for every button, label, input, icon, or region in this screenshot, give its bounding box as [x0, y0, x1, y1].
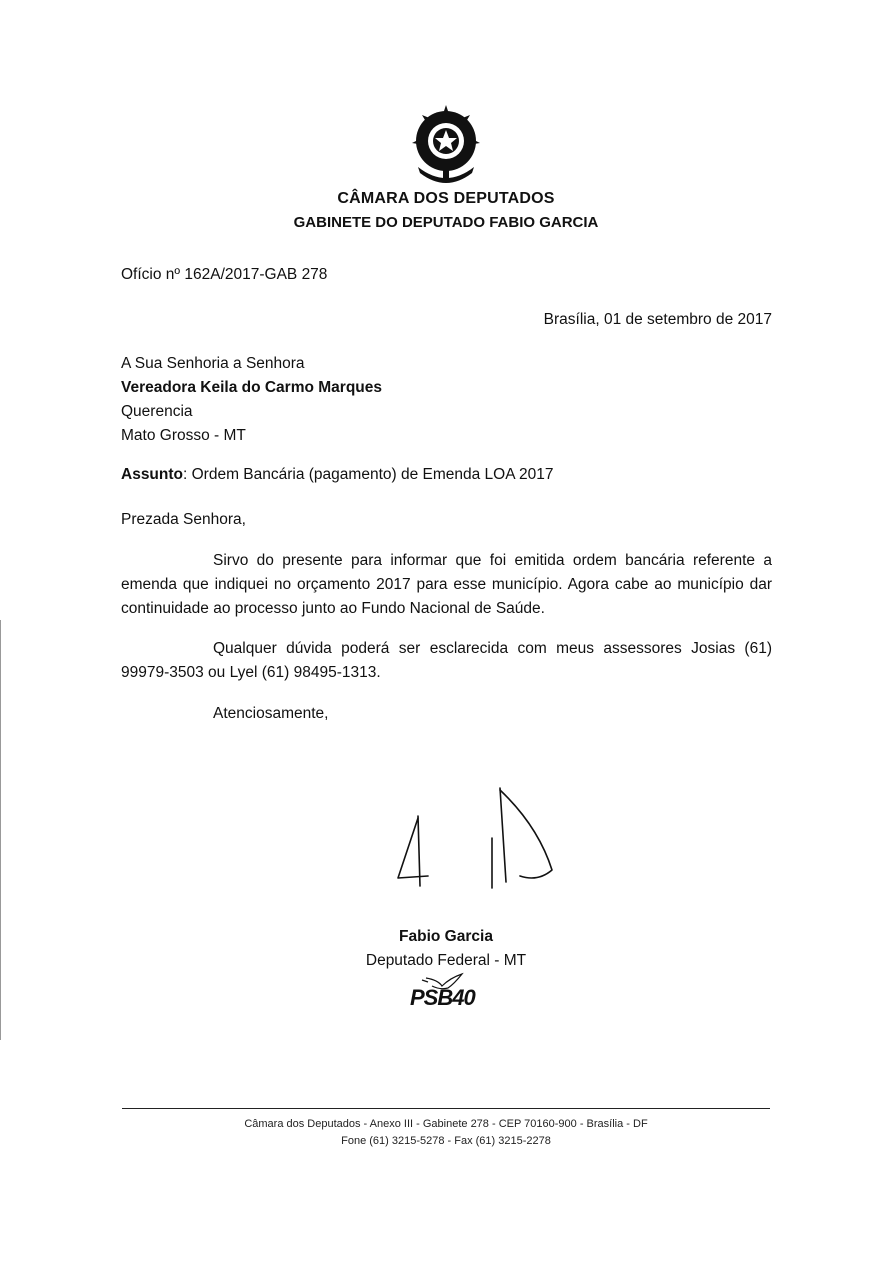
recipient-salutation: A Sua Senhoria a Senhora	[121, 355, 305, 372]
subject-text: : Ordem Bancária (pagamento) de Emenda LOA 2017	[183, 466, 554, 483]
date-line: Brasília, 01 de setembro de 2017	[543, 311, 772, 328]
scan-edge-line	[0, 620, 1, 1040]
signatory-title: Deputado Federal - MT	[365, 952, 527, 969]
office-heading: GABINETE DO DEPUTADO FABIO GARCIA	[293, 214, 599, 231]
party-logo: PSB40	[410, 985, 475, 1010]
body-paragraph-1: Sirvo do presente para informar que foi emitida ordem bancária referente a emenda que indiquei no orçamento 2017 para esse município. Agora cabe ao município dar continuidade ao processo junto ao Fundo Nacional de Saúde.	[121, 552, 772, 617]
signatory-name: Fabio Garcia	[399, 928, 493, 945]
recipient-name: Vereadora Keila do Carmo Marques	[121, 379, 383, 396]
footer-phone: Fone (61) 3215-5278 - Fax (61) 3215-2278	[341, 1135, 551, 1147]
closing: Atenciosamente,	[213, 705, 329, 722]
footer-divider	[122, 1108, 770, 1109]
institution-heading: CÂMARA DOS DEPUTADOS	[337, 190, 555, 207]
reference-number: Ofício nº 162A/2017-GAB 278	[121, 266, 328, 283]
body-paragraph-2: Qualquer dúvida poderá ser esclarecida com meus assessores Josias (61) 99979-3503 ou Lyel (61) 98495-1313.	[121, 640, 772, 681]
footer-address: Câmara dos Deputados - Anexo III - Gabinete 278 - CEP 70160-900 - Brasília - DF	[244, 1118, 648, 1130]
handwritten-signature	[388, 786, 568, 890]
recipient-state: Mato Grosso - MT	[121, 427, 246, 444]
coat-of-arms-icon	[408, 103, 484, 187]
greeting: Prezada Senhora,	[121, 511, 246, 528]
subject-label: Assunto	[121, 466, 183, 483]
recipient-city: Querencia	[121, 403, 193, 420]
subject-line	[121, 466, 554, 484]
